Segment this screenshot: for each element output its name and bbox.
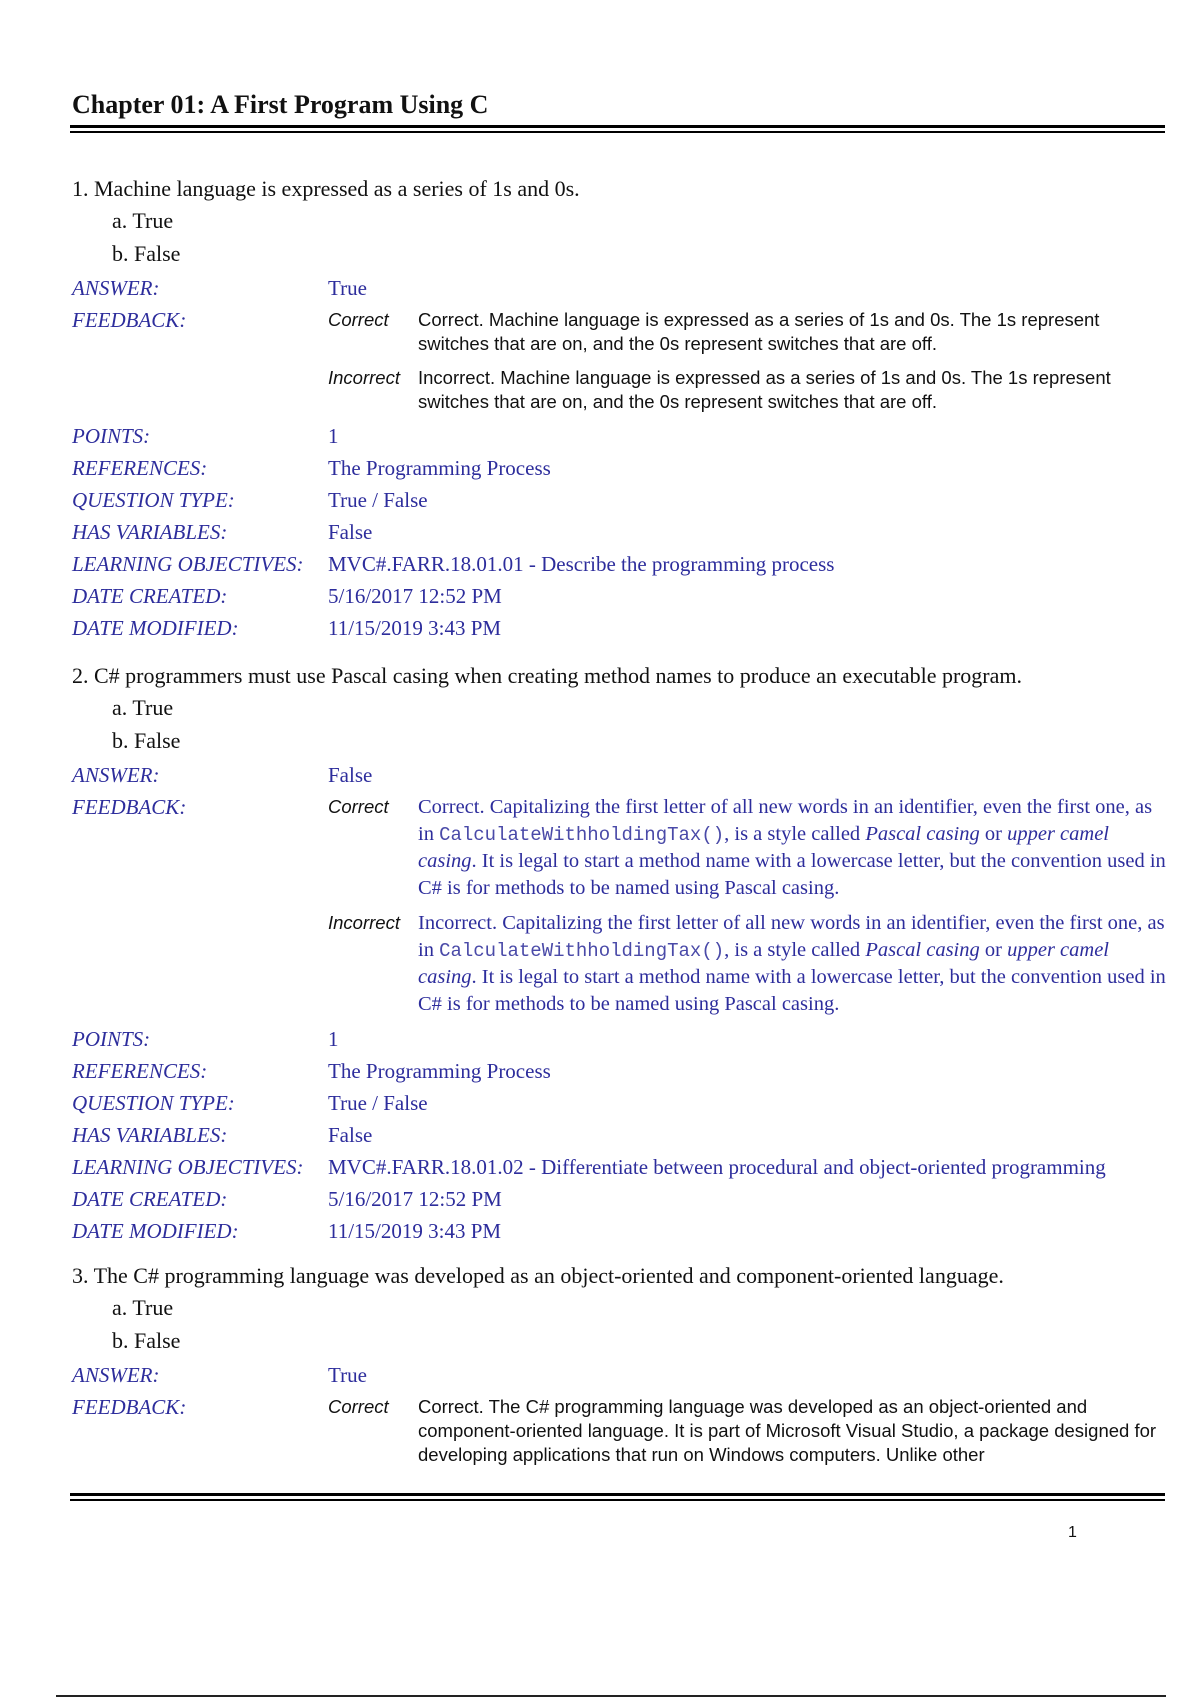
question-type-label: QUESTION TYPE: bbox=[72, 1091, 235, 1115]
date-modified-value: 11/15/2019 3:43 PM bbox=[328, 616, 502, 640]
has-variables-label: HAS VARIABLES: bbox=[72, 520, 228, 544]
feedback-label: FEEDBACK: bbox=[72, 795, 187, 819]
feedback-text-part: , is a style called bbox=[724, 938, 866, 961]
answer-label: ANSWER: bbox=[72, 1363, 160, 1387]
learning-objectives-value: MVC#.FARR.18.01.02 - Differentiate between procedural and object-oriented programming bbox=[328, 1155, 1106, 1179]
feedback-correct bbox=[418, 791, 1172, 901]
date-created-value: 5/16/2017 12:52 PM bbox=[328, 1187, 502, 1211]
question-text: 3. The C# programming language was developed as an object-oriented and component-oriented language. bbox=[72, 1263, 1004, 1288]
feedback-correct: Correct. The C# programming language was developed as an object-oriented and component-oriented language. It is part of Microsoft Visual Studio, a package designed for developing applications that run on Windows computers. Unlike other bbox=[418, 1396, 1157, 1465]
date-modified-label: DATE MODIFIED: bbox=[72, 1219, 239, 1243]
page-edge-line bbox=[56, 1695, 1166, 1697]
date-created-label: DATE CREATED: bbox=[72, 584, 228, 608]
question-text: 1. Machine language is expressed as a series of 1s and 0s. bbox=[72, 176, 580, 201]
references-label: REFERENCES: bbox=[72, 456, 208, 480]
emphasis-text: upper camel casing bbox=[418, 938, 1109, 988]
date-modified-value: 11/15/2019 3:43 PM bbox=[328, 1219, 502, 1243]
feedback-block bbox=[328, 304, 1172, 420]
answer-value: True bbox=[328, 1363, 367, 1387]
feedback-incorrect: Incorrect. Machine language is expressed as a series of 1s and 0s. The 1s represent switches that are on, and the 0s represent switches that are off. bbox=[418, 367, 1111, 412]
feedback-correct: Correct. Machine language is expressed as a series of 1s and 0s. The 1s represent switches that are on, and the 0s represent switches that are off. bbox=[418, 309, 1100, 354]
choice-b: b. False bbox=[112, 241, 181, 266]
answer-label: ANSWER: bbox=[72, 276, 160, 300]
correct-tag: Correct bbox=[328, 1396, 389, 1417]
question-3 bbox=[72, 1261, 1172, 1473]
page-number: 1 bbox=[1068, 1524, 1077, 1541]
feedback-text-part: or bbox=[979, 938, 1008, 961]
feedback-text-part: . It is legal to start a method name with a lowercase letter, but the convention used in C# is for methods to be named using Pascal casing. bbox=[418, 850, 1166, 899]
choice-b: b. False bbox=[112, 728, 181, 753]
references-label: REFERENCES: bbox=[72, 1059, 208, 1083]
code-snippet: CalculateWithholdingTax() bbox=[439, 823, 725, 846]
emphasis-text: Pascal casing bbox=[865, 822, 980, 845]
question-type-label: QUESTION TYPE: bbox=[72, 488, 235, 512]
question-metadata bbox=[72, 272, 1172, 644]
choice-b: b. False bbox=[112, 1328, 181, 1353]
has-variables-label: HAS VARIABLES: bbox=[72, 1123, 228, 1147]
code-snippet: CalculateWithholdingTax() bbox=[439, 939, 725, 962]
footer-rule bbox=[70, 1493, 1165, 1502]
references-value: The Programming Process bbox=[328, 1059, 551, 1083]
answer-value: False bbox=[328, 763, 373, 787]
emphasis-text: Pascal casing bbox=[865, 938, 980, 961]
question-type-value: True / False bbox=[328, 488, 428, 512]
feedback-block bbox=[328, 1391, 1172, 1473]
feedback-label: FEEDBACK: bbox=[72, 1395, 187, 1419]
points-label: POINTS: bbox=[72, 1027, 151, 1051]
question-type-value: True / False bbox=[328, 1091, 428, 1115]
feedback-label: FEEDBACK: bbox=[72, 308, 187, 332]
question-metadata bbox=[72, 759, 1172, 1247]
choice-a: a. True bbox=[112, 208, 174, 233]
learning-objectives-label: LEARNING OBJECTIVES: bbox=[72, 552, 304, 576]
chapter-title: Chapter 01: A First Program Using C bbox=[72, 90, 489, 119]
references-value: The Programming Process bbox=[328, 456, 551, 480]
choice-a: a. True bbox=[112, 695, 174, 720]
learning-objectives-label: LEARNING OBJECTIVES: bbox=[72, 1155, 304, 1179]
date-modified-label: DATE MODIFIED: bbox=[72, 616, 239, 640]
date-created-label: DATE CREATED: bbox=[72, 1187, 228, 1211]
emphasis-text: upper camel casing bbox=[418, 822, 1109, 872]
feedback-text-part: . It is legal to start a method name with a lowercase letter, but the convention used in C# is for methods to be named using Pascal casing. bbox=[418, 966, 1166, 1015]
has-variables-value: False bbox=[328, 520, 373, 544]
has-variables-value: False bbox=[328, 1123, 373, 1147]
question-text: 2. C# programmers must use Pascal casing when creating method names to produce an executable program. bbox=[72, 663, 1022, 688]
points-value: 1 bbox=[328, 1027, 339, 1051]
points-label: POINTS: bbox=[72, 424, 151, 448]
question-metadata bbox=[72, 1359, 1172, 1473]
points-value: 1 bbox=[328, 424, 339, 448]
answer-value: True bbox=[328, 276, 367, 300]
question-1 bbox=[72, 174, 1172, 644]
date-created-value: 5/16/2017 12:52 PM bbox=[328, 584, 502, 608]
correct-tag: Correct bbox=[328, 796, 389, 817]
header-rule bbox=[70, 125, 1165, 134]
correct-tag: Correct bbox=[328, 309, 389, 330]
incorrect-tag: Incorrect bbox=[328, 367, 400, 388]
answer-label: ANSWER: bbox=[72, 763, 160, 787]
feedback-text-part: Incorrect. Capitalizing the first letter of all new words in an identifier, even the first one, as in bbox=[418, 912, 1165, 961]
learning-objectives-value: MVC#.FARR.18.01.01 - Describe the programming process bbox=[328, 552, 835, 576]
feedback-block bbox=[328, 791, 1172, 1023]
feedback-text-part: Correct. Capitalizing the first letter of all new words in an identifier, even the first one, as in bbox=[418, 796, 1153, 845]
feedback-text-part: , is a style called bbox=[724, 822, 866, 845]
feedback-text-part: or bbox=[979, 822, 1008, 845]
incorrect-tag: Incorrect bbox=[328, 912, 400, 933]
feedback-incorrect bbox=[418, 907, 1172, 1017]
choice-a: a. True bbox=[112, 1295, 174, 1320]
question-2 bbox=[72, 661, 1172, 1247]
